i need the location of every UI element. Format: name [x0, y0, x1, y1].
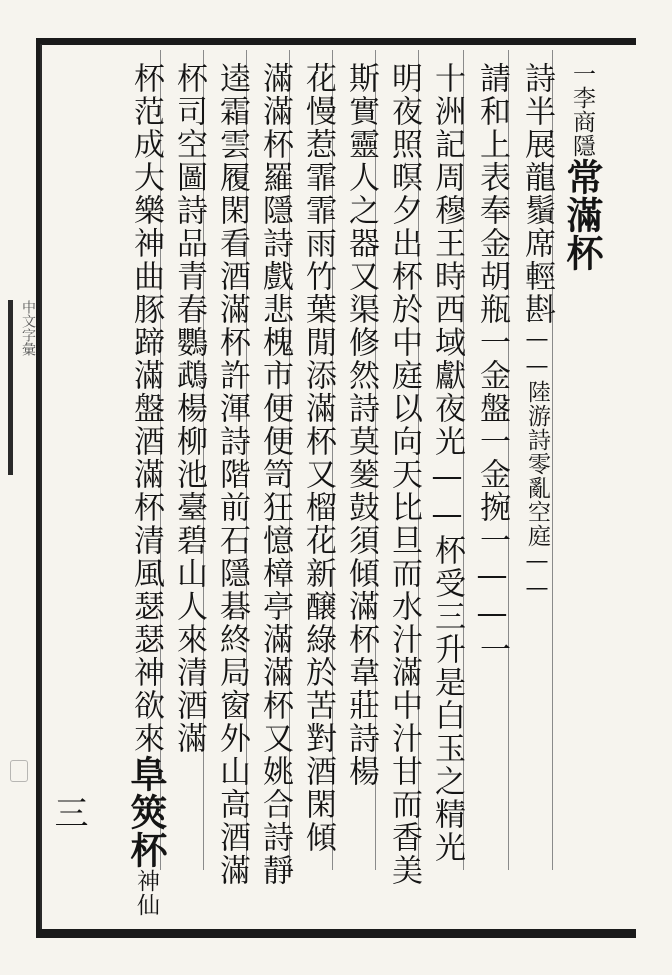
column-8-text: 滿滿杯羅隱詩戲悲槐市便便笥狂憶樟亭滿滿杯又姚合詩靜 [257, 62, 293, 887]
column-10-text: 杯司空圖詩品青春鸚鵡楊柳池臺碧山人來清酒滿 [171, 62, 207, 755]
column-attribution: 一李商隱 [569, 62, 595, 158]
column-7-text: 花慢惹霏霏雨竹葉閒添滿杯又榴花新醸綠於苦對酒閑傾 [300, 62, 336, 854]
column-11 [124, 62, 168, 917]
column-heading-block [560, 62, 602, 867]
column-6-text: 斯實靈人之器又渠修然詩莫蓌鼓須傾滿杯韋莊詩楊 [343, 62, 379, 788]
column-3-text: 請和上表奉金胡瓶一金盤一金捥一——一 [474, 62, 510, 666]
column-heading: 常滿杯 [560, 158, 604, 272]
column-11-heading: 阜筴杯 [124, 755, 168, 869]
column-9 [210, 62, 252, 887]
column-11-text: 杯范成大樂神曲豚蹄滿盤酒滿杯清風瑟瑟神欲來 [128, 62, 164, 755]
column-2-note: ——陸游詩零亂空庭—— [524, 326, 550, 602]
column-10 [167, 62, 209, 867]
column-11-note: 神仙 [133, 869, 159, 917]
column-3 [470, 62, 512, 867]
column-2-text: 詩半展龍鬚席輕斟 [519, 62, 555, 326]
column-4-text: 十洲記周穆王時西域獻夜光——杯受三升是白玉之精光 [429, 62, 465, 864]
frame-inner-rule [40, 44, 42, 929]
column-8 [253, 62, 295, 887]
column-7 [296, 62, 338, 867]
page-number: 三 [48, 795, 88, 829]
column-2 [515, 62, 557, 867]
column-6 [339, 62, 381, 867]
margin-mark-icon [10, 760, 28, 782]
margin-label: 中文字彙 [8, 300, 37, 475]
column-5-text: 明夜照暝夕出杯於中庭以向天比旦而水汁滿中汁甘而香美 [386, 62, 422, 887]
column-5 [382, 62, 424, 887]
column-9-text: 逵霜雲履閑看酒滿杯許渾詩階前石隱碁終局窗外山高酒滿 [214, 62, 250, 887]
column-4 [425, 62, 467, 867]
